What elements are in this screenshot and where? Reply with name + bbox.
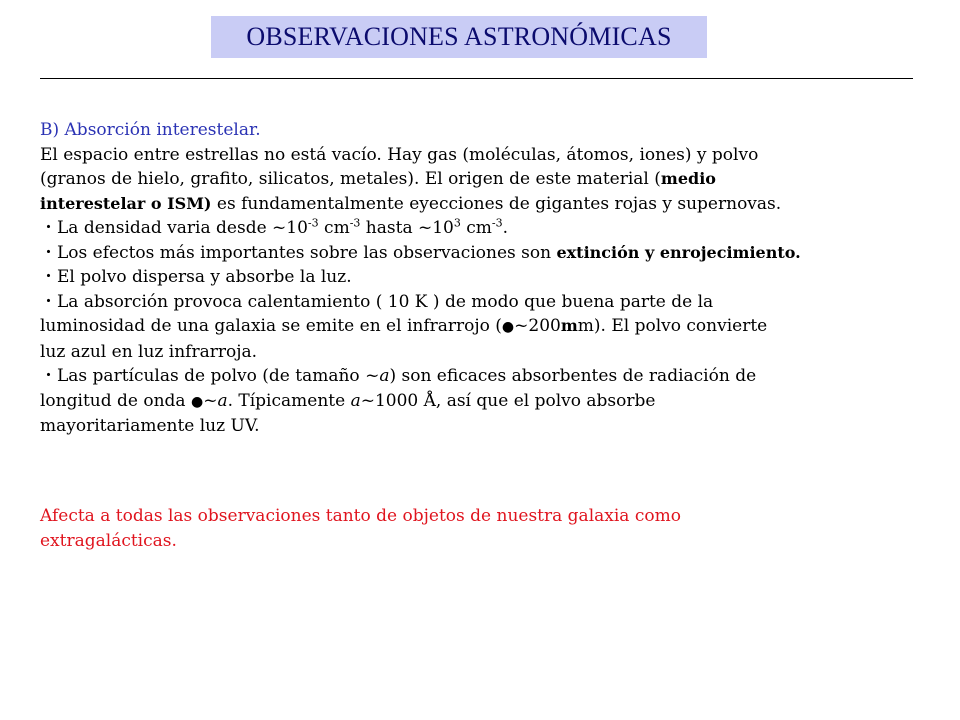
note-line-1: Afecta a todas las observaciones tanto de objetos de nuestra galaxia como	[40, 506, 681, 526]
note-line-2: extragalácticas.	[40, 530, 177, 551]
particles-text: ~	[203, 390, 218, 411]
dust-text: El polvo dispersa y absorbe la luz.	[57, 267, 352, 287]
bullet-particles	[40, 364, 920, 389]
intro-line-2	[40, 167, 920, 192]
bullet-marker: ・	[40, 218, 57, 238]
bullet-effects	[40, 241, 920, 266]
particles-text: longitud de onda	[40, 390, 191, 411]
bullet-marker: ・	[40, 242, 57, 263]
particles-text: ) son eficaces absorbentes de radiación de	[389, 366, 757, 386]
density-text: .	[502, 218, 509, 238]
density-text: La densidad varia desde ~10	[57, 218, 308, 238]
particles-text: . Típicamente	[227, 390, 351, 411]
heat-text: m). El polvo convierte	[577, 316, 768, 336]
heat-text: luminosidad de una galaxia se emite en el infrarrojo (	[40, 316, 502, 336]
bullet-marker: ・	[40, 291, 57, 312]
particles-italic: a	[350, 390, 361, 411]
exponent: -3	[491, 216, 503, 230]
effects-bold: extinción y enrojecimiento.	[556, 242, 801, 262]
exponent: -3	[349, 216, 361, 230]
exponent: -3	[307, 216, 319, 230]
bullet-marker: ・	[40, 267, 57, 287]
particles-line-2	[40, 389, 920, 415]
bullet-dust	[40, 265, 920, 290]
intro-text: es fundamentalmente eyecciones de gigantes rojas y supernovas.	[211, 193, 782, 214]
particles-italic: a	[379, 366, 390, 386]
page-title: OBSERVACIONES ASTRONÓMICAS	[246, 22, 672, 51]
effects-text: Los efectos más importantes sobre las observaciones son	[57, 242, 557, 263]
particles-italic: a	[217, 390, 228, 411]
heating-line-2	[40, 314, 920, 340]
lambda-symbol: ●	[501, 319, 515, 335]
bullet-density	[40, 216, 920, 241]
mu-symbol: m	[560, 316, 578, 335]
intro-bold: medio	[660, 169, 716, 188]
density-text: cm	[318, 218, 350, 238]
heat-text: ~200	[514, 316, 561, 336]
bullet-marker: ・	[40, 366, 57, 386]
particles-text: ~1000 Å, así que el polvo absorbe	[360, 390, 656, 411]
bullet-heating	[40, 290, 920, 315]
heat-text: 10 K ) de modo que buena parte de la	[382, 291, 714, 312]
intro-bold: interestelar o ISM)	[40, 193, 212, 213]
intro-line-1: El espacio entre estrellas no está vacío. Hay gas (moléculas, átomos, iones) y polvo	[40, 144, 759, 165]
density-text: hasta ~10	[360, 218, 454, 238]
particles-text: Las partículas de polvo (de tamaño ~	[57, 366, 380, 386]
title-banner	[211, 16, 707, 58]
heat-text: La absorción provoca calentamiento (	[57, 291, 383, 312]
density-text: cm	[460, 218, 492, 238]
intro-text: (granos de hielo, grafito, silicatos, metales). El origen de este material (	[40, 169, 661, 189]
header-divider	[40, 78, 913, 79]
lambda-symbol: ●	[190, 393, 204, 410]
particles-line-3: mayoritariamente luz UV.	[40, 416, 260, 436]
exponent: 3	[453, 216, 461, 230]
section-subtitle: B) Absorción interestelar.	[40, 120, 261, 140]
note-block	[40, 504, 920, 553]
heating-line-3: luz azul en luz infrarroja.	[40, 341, 258, 362]
main-content	[40, 118, 920, 439]
intro-line-3	[40, 192, 920, 217]
